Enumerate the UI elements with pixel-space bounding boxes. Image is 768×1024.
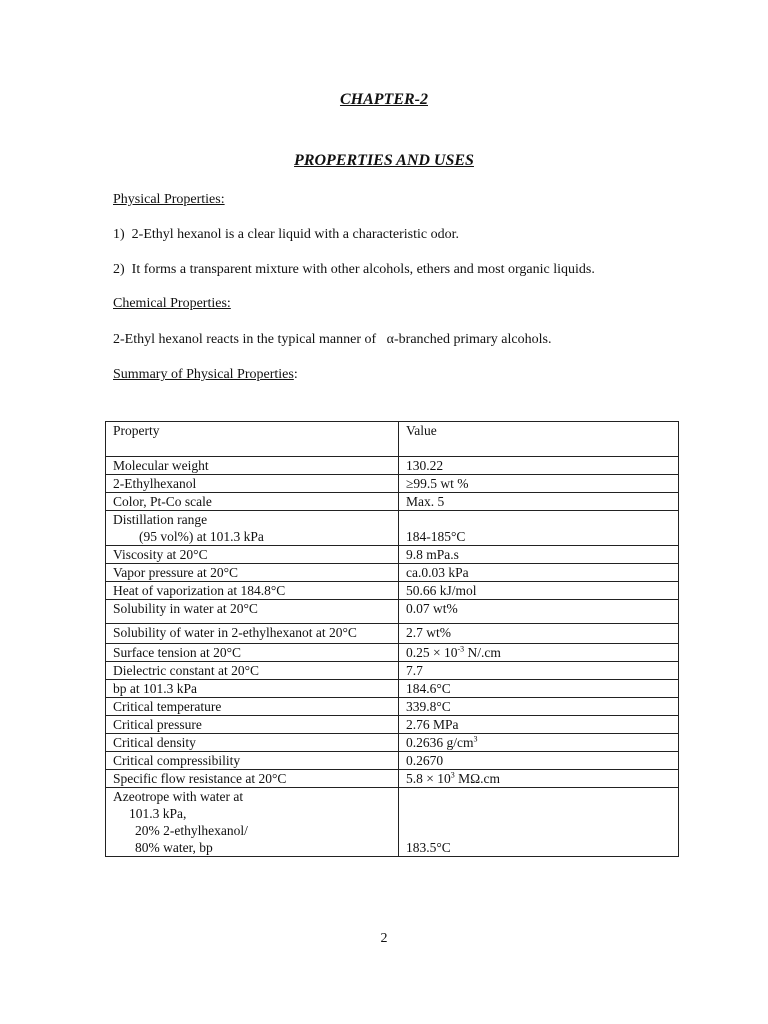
- property-cell: Viscosity at 20°C: [106, 546, 399, 564]
- property-cell: Surface tension at 20°C: [106, 644, 399, 662]
- value-exponent: 3: [450, 770, 455, 780]
- value-cell: ca.0.03 kPa: [399, 564, 679, 582]
- value-cell: 183.5°C: [399, 788, 679, 857]
- physical-item-2: 2) It forms a transparent mixture with other alcohols, ethers and most organic liquids.: [113, 262, 595, 277]
- property-cell: Specific flow resistance at 20°C: [106, 770, 399, 788]
- table-row: [106, 511, 679, 546]
- properties-table: [105, 421, 679, 857]
- property-cell: Color, Pt-Co scale: [106, 493, 399, 511]
- property-cell: bp at 101.3 kPa: [106, 680, 399, 698]
- value-unit: N/.cm: [464, 645, 501, 660]
- chapter-title: CHAPTER-2: [339, 91, 428, 108]
- property-line: 20% 2-ethylhexanol/: [135, 823, 248, 838]
- value-exponent: 3: [473, 734, 478, 744]
- property-cell: Molecular weight: [106, 457, 399, 475]
- physical-properties-heading: Physical Properties:: [113, 192, 225, 207]
- page-number: 2: [380, 931, 388, 946]
- value-cell: 2.7 wt%: [399, 624, 679, 644]
- value-text: 5.8 × 10: [406, 771, 451, 786]
- table-row: [106, 457, 679, 475]
- value-cell: 0.2670: [399, 752, 679, 770]
- value-cell: [399, 734, 679, 752]
- value-cell: [399, 644, 679, 662]
- table-row: [106, 564, 679, 582]
- table-row: [106, 698, 679, 716]
- value-text: 0.25 × 10: [406, 645, 458, 660]
- property-cell: Critical compressibility: [106, 752, 399, 770]
- table-row: [106, 788, 679, 857]
- property-line: 80% water, bp: [135, 840, 213, 855]
- table-row: [106, 716, 679, 734]
- property-cell: Vapor pressure at 20°C: [106, 564, 399, 582]
- value-cell: 339.8°C: [399, 698, 679, 716]
- property-cell: [106, 788, 399, 857]
- chemical-properties-heading: Chemical Properties:: [113, 296, 231, 311]
- value-unit: MΩ.cm: [454, 771, 501, 786]
- value-cell: 50.66 kJ/mol: [399, 582, 679, 600]
- property-line: (95 vol%) at 101.3 kPa: [139, 529, 264, 544]
- table-row: [106, 475, 679, 493]
- table-row: [106, 600, 679, 624]
- value-cell: ≥99.5 wt %: [399, 475, 679, 493]
- table-row: [106, 582, 679, 600]
- table-row: [106, 752, 679, 770]
- table-row: [106, 680, 679, 698]
- table-header-row: [106, 422, 679, 457]
- value-text: 0.2636 g/cm: [406, 735, 474, 750]
- summary-heading-label: Summary of Physical Properties: [113, 367, 294, 382]
- property-line: Azeotrope with water at: [113, 789, 244, 804]
- value-cell: 2.76 MPa: [399, 716, 679, 734]
- table-row: [106, 546, 679, 564]
- value-cell: 9.8 mPa.s: [399, 546, 679, 564]
- physical-item-1: 1) 2-Ethyl hexanol is a clear liquid with a characteristic odor.: [113, 227, 459, 242]
- property-cell: Critical temperature: [106, 698, 399, 716]
- value-cell: 184.6°C: [399, 680, 679, 698]
- property-cell: Solubility of water in 2-ethylhexanot at 20°C: [106, 624, 399, 644]
- property-cell: Critical density: [106, 734, 399, 752]
- property-cell: 2-Ethylhexanol: [106, 475, 399, 493]
- value-cell: 130.22: [399, 457, 679, 475]
- property-line: Distillation range: [113, 512, 208, 527]
- value-cell: Max. 5: [399, 493, 679, 511]
- property-cell: [106, 511, 399, 546]
- table-row: [106, 644, 679, 662]
- summary-heading: [113, 367, 298, 383]
- value-exponent: -3: [457, 644, 465, 654]
- chemical-properties-text: 2-Ethyl hexanol reacts in the typical manner of α-branched primary alcohols.: [113, 332, 552, 347]
- property-cell: Solubility in water at 20°C: [106, 600, 399, 624]
- value-cell: 0.07 wt%: [399, 600, 679, 624]
- property-cell: Dielectric constant at 20°C: [106, 662, 399, 680]
- table-row: [106, 662, 679, 680]
- table-row: [106, 493, 679, 511]
- property-cell: Critical pressure: [106, 716, 399, 734]
- table-row: [106, 624, 679, 644]
- table-row: [106, 770, 679, 788]
- section-title: PROPERTIES AND USES: [294, 152, 474, 169]
- property-line: 101.3 kPa,: [129, 806, 187, 821]
- table-row: [106, 734, 679, 752]
- header-property: Property: [106, 422, 399, 457]
- property-cell: Heat of vaporization at 184.8°C: [106, 582, 399, 600]
- value-cell: 184-185°C: [399, 511, 679, 546]
- summary-heading-colon: :: [293, 367, 298, 382]
- header-value: Value: [399, 422, 679, 457]
- value-cell: 7.7: [399, 662, 679, 680]
- value-cell: [399, 770, 679, 788]
